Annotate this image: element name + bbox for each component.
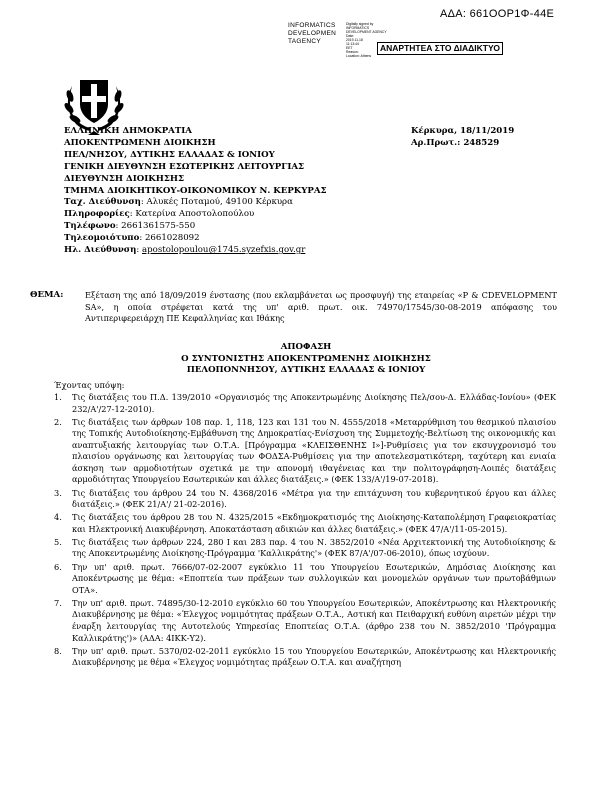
item-number: 4. — [54, 512, 62, 523]
decision-heading: ΠΕΛΟΠΟΝΝΗΣΟΥ, ΔΥΤΙΚΗΣ ΕΛΛΑΔΑΣ & ΙΟΝΙΟΥ — [186, 365, 426, 376]
org-line: ΑΠΟΚΕΝΤΡΩΜΕΝΗ ΔΙΟΙΚΗΣΗ — [64, 137, 216, 148]
org-line: ΤΜΗΜΑ ΔΙΟΙΚΗΤΙΚΟΥ-ΟΙΚΟΝΟΜΙΚΟΥ Ν. ΚΕΡΚΥΡΑΣ — [64, 185, 327, 196]
item-number: 7. — [54, 597, 62, 608]
org-line: ΠΕΛ/ΝΗΣΟΥ, ΔΥΤΙΚΗΣ ΕΛΛΑΔΑΣ & ΙΟΝΙΟΥ — [64, 149, 275, 160]
item-text: Τις διατάξεις των άρθρων 224, 280 Ι και 283 παρ. 4 του Ν. 3852/2010 «Νέα Αρχιτεκτονική της Αυτοδιοίκησης & της Αποκεντρωμένης Διοίκησης-Πρόγραμμα 'Καλλικράτης'» (ΦΕΚ 87/Α'/07-06-2010), όπως ισχύουν. — [72, 536, 556, 559]
list-item — [54, 488, 556, 511]
phone-row — [64, 221, 327, 233]
item-number: 2. — [54, 416, 62, 427]
signature-line: DEVELOPMENT AGENCY — [346, 30, 387, 34]
signature-line: EET — [346, 46, 353, 50]
signer-name — [288, 22, 336, 46]
decision-heading: Ο ΣΥΝΤΟΝΙΣΤΗΣ ΑΠΟΚΕΝΤΡΩΜΕΝΗΣ ΔΙΟΙΚΗΣΗΣ — [181, 353, 431, 364]
signature-line: 11:13:44 — [346, 42, 359, 46]
posted-online-stamp: ΑΝΑΡΤΗΤΕΑ ΣΤΟ ΔΙΑΔΙΚΤΥΟ — [377, 42, 503, 55]
list-item — [54, 512, 556, 535]
item-text: Τις διατάξεις των άρθρων 108 παρ. 1, 118, 123 και 131 του Ν. 4555/2018 «Μεταρρύθμιση του θεσμικού πλαισίου της Τοπικής Αυτοδιοίκησης-Εμβάθυνση της Δημοκρατίας-Ενίσχυση της Συμμετοχής-Βελτίωση της οικονομικής και αναπτυξιακής λειτουργίας των Ο.Τ.Α. [Πρόγραμμα «ΚΛΕΙΣΘΕΝΗΣ Ι»]-Ρυθμίσεις για τον εκσυγχρονισμό του πλαισίου οργάνωσης και λειτουργίας των ΦΟΔΣΑ-Ρυθμίσεις για την αποτελεσματικότερη, ταχύτερη και ενιαία άσκηση των αρμοδιοτήτων σχετικά με την απονομή ιθαγένειας και την πολιτογράφηση-Λοιπές διατάξεις αρμοδιότητας Υπουργείου Εσωτερικών και άλλες διατάξεις.» (ΦΕΚ 133/Α'/19-07-2018). — [72, 416, 556, 485]
considerations-list — [54, 392, 556, 670]
address-row — [64, 197, 327, 209]
signature-line: Location: Athens — [346, 54, 372, 58]
list-item — [54, 562, 556, 597]
phone-value: : 2661361575-550 — [115, 221, 196, 232]
having-in-mind: Έχοντας υπόψη: — [54, 380, 125, 390]
decision-title — [0, 342, 612, 377]
fax-label: Τηλεομοιότυπο — [64, 233, 140, 244]
ada-code: ΑΔΑ: 661ΟΟΡ1Φ-44Ε — [440, 8, 555, 20]
protocol-number: Αρ.Πρωτ.: 248529 — [411, 137, 500, 148]
address-label: Ταχ. Διεύθυνση — [64, 197, 141, 208]
list-item — [54, 646, 556, 669]
signature-line: INFORMATICS — [346, 26, 370, 30]
item-text: Τις διατάξεις του άρθρου 24 του Ν. 4368/2016 «Μέτρα για την επιτάχυνση του κυβερνητικού έργου και άλλες διατάξεις.» (ΦΕΚ 21/Α'/ 21-02-2016). — [72, 487, 556, 510]
item-number: 1. — [54, 392, 62, 402]
item-text: Την υπ' αριθ. πρωτ. 5370/02-02-2011 εγκύκλιο 15 του Υπουργείου Εσωτερικών, Αποκέντρωσης και Ηλεκτρονικής Διακυβέρνησης με θέμα «Έλεγχος νομιμότητας πράξεων Ο.Τ.Α. και αναζήτηση — [72, 645, 556, 668]
item-text: Την υπ' αριθ. πρωτ. 7666/07-02-2007 εγκύκλιο 11 του Υπουργείου Εσωτερικών, Δημόσιας Διοίκησης και Αποκέντρωσης με θέμα: «Εποπτεία των πράξεων των συλλογικών και μονομελών οργάνων των πρωτοβάθμιων ΟΤΑ». — [72, 561, 556, 595]
subject-text: Εξέταση της από 18/09/2019 ένστασης (που εκλαμβάνεται ως προσφυγή) της εταιρείας «P & CDEVELOPMENT SA», η οποία στρέφεται κατά της υπ' αριθ. πρωτ. οικ. 74970/17545/30-08-2019 απόφασης του Αντιπεριφερειάρχη ΠΕ Κεφαλληνίας και Ιθάκης — [85, 290, 557, 324]
info-label: Πληροφορίες — [64, 209, 130, 220]
email-label: Ηλ. Διεύθυνση — [64, 245, 137, 256]
signer-line: DEVELOPMEN — [288, 30, 337, 37]
info-value: : Κατερίνα Αποστολοπούλου — [129, 209, 255, 220]
decision-heading: ΑΠΟΦΑΣΗ — [280, 342, 332, 352]
signature-line: Reason: — [346, 50, 359, 54]
item-text: Την υπ' αριθ. πρωτ. 74895/30-12-2010 εγκύκλιο 60 του Υπουργείου Εσωτερικών, Αποκέντρωσης και Ηλεκτρονικής Διακυβέρνησης με θέμα: «Έλεγχος νομιμότητας πράξεων Ο.Τ.Α., Αστική και Πειθαρχική ευθύνη αιρετών μέχρι την έναρξη λειτουργίας της Αυτοτελούς Υπηρεσίας Εποπτείας Ο.Τ.Α. (άρθρο 238 του Ν. 3852/2010 'Πρόγραμμα Καλλικράτης')» (ΑΔΑ: 4ΙΚΚ-Υ2). — [72, 597, 556, 643]
item-text: Τις διατάξεις του άρθρου 28 του Ν. 4325/2015 «Εκδημοκρατισμός της Διοίκησης-Καταπολέμηση Γραφειοκρατίας και Ηλεκτρονική Διακυβέρνηση. Αποκατάσταση αδικιών και άλλες διατάξεις.» (ΦΕΚ 47/Α'/11-05-2015). — [72, 512, 556, 534]
address-value: : Αλυκές Ποταμού, 49100 Κέρκυρα — [140, 197, 293, 208]
subject-label: ΘΕΜΑ: — [30, 290, 64, 300]
org-line: ΕΛΛΗΝΙΚΗ ΔΗΜΟΚΡΑΤΙΑ — [64, 126, 192, 136]
info-row — [64, 209, 327, 221]
place-date: Κέρκυρα, 18/11/2019 — [411, 126, 515, 136]
email-row — [64, 245, 327, 257]
list-item — [54, 417, 556, 486]
item-text: Τις διατάξεις του Π.Δ. 139/2010 «Οργανισμός της Αποκεντρωμένης Διοίκησης Πελ/σου-Δ. Ελλάδας-Ιονίου» (ΦΕΚ 232/Α'/27-12-2010). — [72, 392, 556, 414]
fax-row — [64, 233, 327, 245]
signer-line: TAGENCY — [288, 38, 322, 45]
list-item — [54, 598, 556, 644]
item-number: 3. — [54, 487, 62, 498]
list-item — [54, 537, 556, 560]
fax-value: : 2661028092 — [139, 233, 200, 244]
signature-line: Date: — [346, 34, 355, 38]
email-separator: : — [136, 245, 143, 256]
date-protocol-block — [411, 126, 514, 150]
phone-label: Τηλέφωνο — [64, 221, 116, 232]
item-number: 5. — [54, 536, 62, 547]
list-item — [54, 392, 556, 415]
org-line: ΓΕΝΙΚΗ ΔΙΕΥΘΥΝΣΗ ΕΣΩΤΕΡΙΚΗΣ ΛΕΙΤΟΥΡΓΙΑΣ — [64, 161, 305, 172]
signer-line: INFORMATICS — [288, 22, 336, 29]
item-number: 6. — [54, 561, 62, 572]
sender-block — [64, 126, 327, 257]
signature-line: Digitally signed by — [346, 22, 374, 26]
email-link[interactable]: apostolopoulou@1745.syzefxis.gov.gr — [142, 245, 306, 256]
org-line: ΔΙΕΥΘΥΝΣΗ ΔΙΟΙΚΗΣΗΣ — [64, 173, 185, 184]
item-number: 8. — [54, 645, 62, 656]
signature-line: 2019.11.18 — [346, 38, 363, 42]
